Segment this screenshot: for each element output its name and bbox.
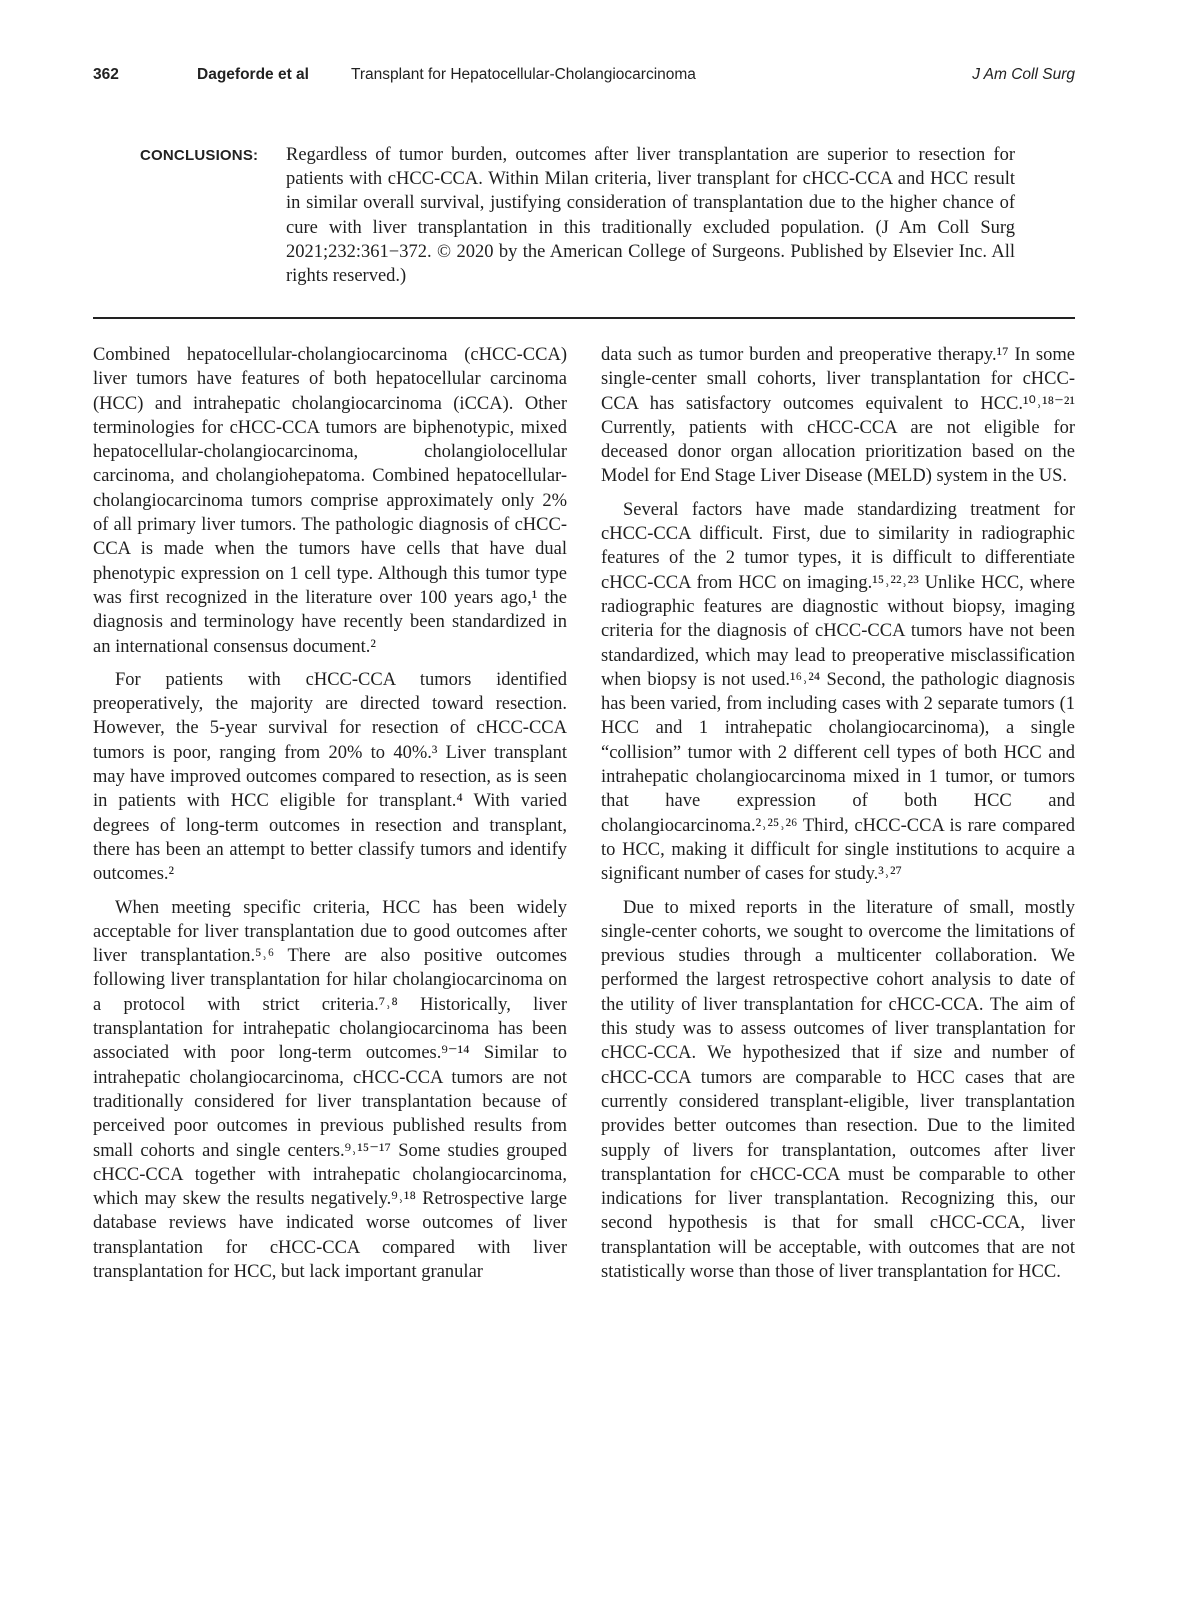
left-column: [93, 343, 567, 1293]
body-paragraph: Due to mixed reports in the literature of small, mostly single-center cohorts, we sought to overcome the limitations of previous studies through a multicenter collaboration. We performed the largest retrospective cohort analysis to date of the utility of liver transplantation for cHCC-CCA. The aim of this study was to assess outcomes of liver transplantation for cHCC-CCA. We hypothesized that if size and number of cHCC-CCA tumors are comparable to HCC cases that are currently considered transplant-eligible, liver transplantation provides better outcomes than resection. Due to the limited supply of livers for transplantation, outcomes after liver transplantation for cHCC-CCA must be comparable to other indications for liver transplantation. Recognizing this, our second hypothesis is that for small cHCC-CCA, liver transplantation will be acceptable, with outcomes that are not statistically worse than those of liver transplantation for HCC.: [601, 897, 1075, 1282]
body-paragraph: When meeting specific criteria, HCC has been widely acceptable for liver transplantation due to good outcomes after liver transplantation.⁵˒⁶ There are also positive outcomes following liver transplantation for hilar cholangiocarcinoma on a protocol with strict criteria.⁷˒⁸ Historically, liver transplantation for intrahepatic cholangiocarcinoma has been associated with poor long-term outcomes.⁹⁻¹⁴ Similar to intrahepatic cholangiocarcinoma, cHCC-CCA tumors are not traditionally considered for liver transplantation because of perceived poor outcomes in previous published results from small cohorts and single centers.⁹˒¹⁵⁻¹⁷ Some studies grouped cHCC-CCA together with intrahepatic cholangiocarcinoma, which may skew the results negatively.⁹˒¹⁸ Retrospective large database reviews have indicated worse outcomes of liver transplantation for cHCC-CCA compared with liver transplantation for HCC, but lack important granular: [93, 897, 567, 1282]
conclusions-label: CONCLUSIONS:: [140, 147, 259, 164]
header-running-title: Transplant for Hepatocellular-Cholangiocarcinoma: [351, 66, 696, 83]
header-journal: J Am Coll Surg: [972, 66, 1075, 83]
body-paragraph: For patients with cHCC-CCA tumors identified preoperatively, the majority are directed toward resection. However, the 5-year survival for resection of cHCC-CCA tumors is poor, ranging from 20% to 40%.³ Liver transplant may have improved outcomes compared to resection, as is seen in patients with HCC eligible for transplant.⁴ With varied degrees of long-term outcomes in resection and transplant, there has been an attempt to better classify tumors and identify outcomes.²: [93, 669, 567, 885]
body-paragraph: Several factors have made standardizing treatment for cHCC-CCA difficult. First, due to similarity in radiographic features of the 2 tumor types, it is difficult to differentiate cHCC-CCA from HCC on imaging.¹⁵˒²²˒²³ Unlike HCC, where radiographic features are diagnostic without biopsy, imaging criteria for the diagnosis of cHCC-CCA tumors have not been standardized, which may lead to preoperative misclassification when biopsy is not used.¹⁶˒²⁴ Second, the pathologic diagnosis has been varied, from including cases with 2 separate tumors (1 HCC and 1 intrahepatic cholangiocarcinoma), a single “collision” tumor with 2 different cell types of both HCC and intrahepatic cholangiocarcinoma mixed in 1 tumor, or tumors that have expression of both HCC and cholangiocarcinoma.²˒²⁵˒²⁶ Third, cHCC-CCA is rare compared to HCC, making it difficult for single institutions to acquire a significant number of cases for study.³˒²⁷: [601, 499, 1075, 885]
body-paragraph: Combined hepatocellular-cholangiocarcinoma (cHCC-CCA) liver tumors have features of both hepatocellular carcinoma (HCC) and intrahepatic cholangiocarcinoma (iCCA). Other terminologies for cHCC-CCA tumors are biphenotypic, mixed hepatocellular-cholangiocarcinoma, cholangiolocellular carcinoma, and cholangiohepatoma. Combined hepatocellular-cholangiocarcinoma tumors comprise approximately only 2% of all primary liver tumors. The pathologic diagnosis of cHCC-CCA is made when the tumors have cells that have dual phenotypic expression on 1 cell type. Although this tumor type was first recognized in the literature over 100 years ago,¹ the diagnosis and terminology have recently been standardized in an international consensus document.²: [93, 345, 567, 657]
page-number: 362: [93, 66, 119, 83]
conclusions-text: Regardless of tumor burden, outcomes after liver transplantation are superior to resection for patients with cHCC-CCA. Within Milan criteria, liver transplant for cHCC-CCA and HCC result in similar overall survival, justifying consideration of transplantation due to the higher chance of cure with liver transplantation in this traditionally excluded population. (J Am Coll Surg 2021;232:361−372. © 2020 by the American College of Surgeons. Published by Elsevier Inc. All rights reserved.): [286, 145, 1015, 287]
body-paragraph: data such as tumor burden and preoperative therapy.¹⁷ In some single-center small cohorts, liver transplantation for cHCC-CCA has satisfactory outcomes equivalent to HCC.¹⁰˒¹⁸⁻²¹ Currently, patients with cHCC-CCA are not eligible for deceased donor organ allocation prioritization based on the Model for End Stage Liver Disease (MELD) system in the US.: [601, 345, 1075, 487]
section-divider: [93, 317, 1075, 319]
header-authors: Dageforde et al: [197, 66, 309, 83]
right-column: [601, 343, 1075, 1293]
running-header: [93, 66, 1075, 90]
